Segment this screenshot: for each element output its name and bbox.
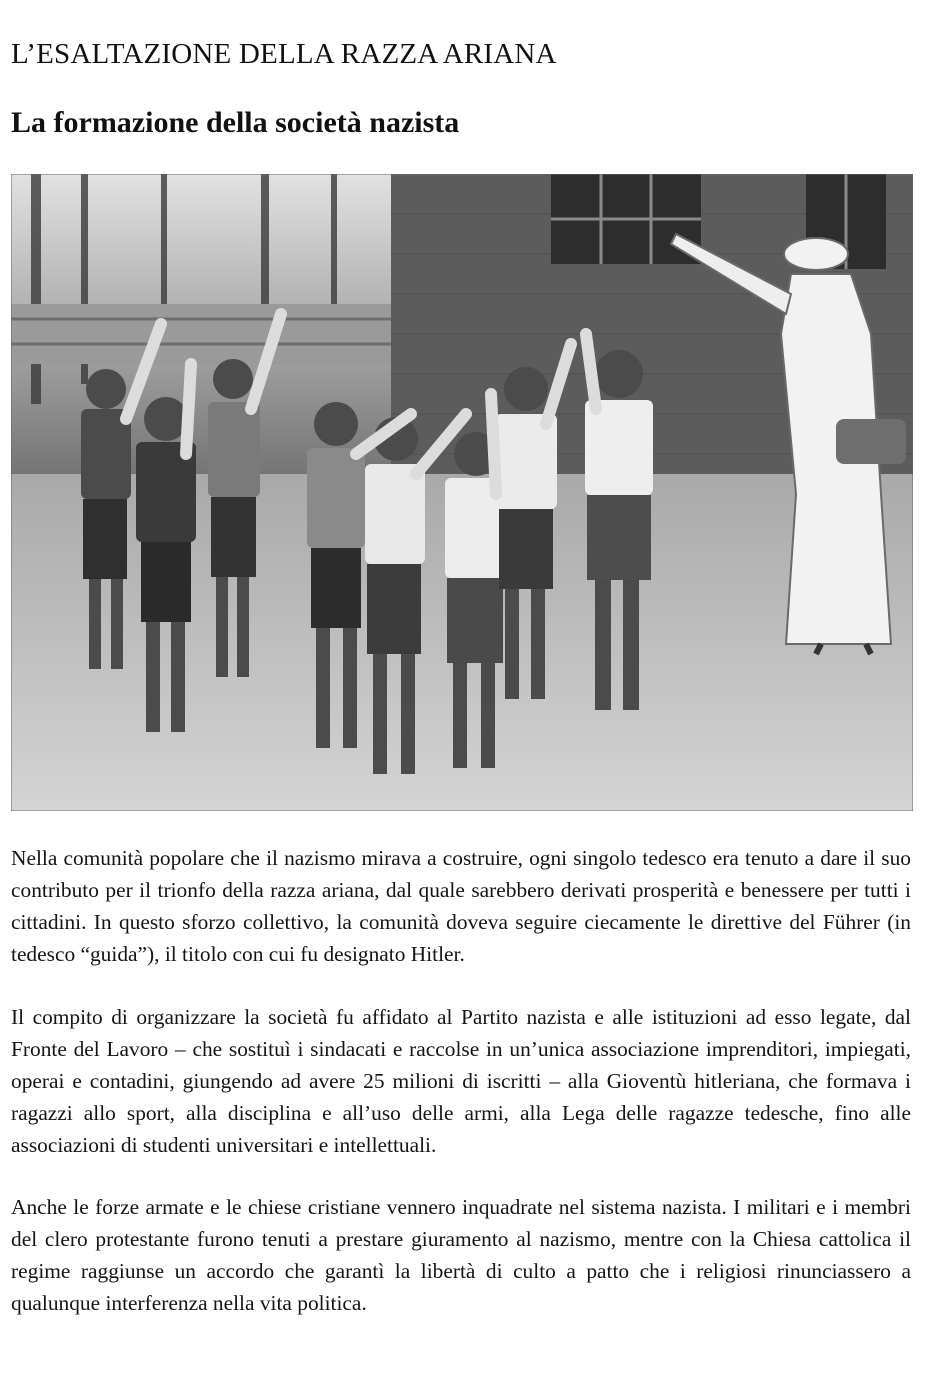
page-subtitle: La formazione della società nazista xyxy=(11,106,460,139)
historical-photograph xyxy=(11,174,913,811)
paragraph-2: Il compito di organizzare la società fu affidato al Partito nazista e alle istituzioni ad esso legate, dal Fronte del Lavoro – che sostituì i sindacati e raccolse in un’unica associazione imprenditori, impiegati, operai e contadini, giungendo ad avere 25 milioni di iscritti – alla Gioventù hitleriana, che formava i ragazzi allo sport, alla disciplina e all’uso delle armi, alla Lega delle ragazze tedesche, fino alle associazioni di studenti universitari e intellettuali. xyxy=(11,1005,911,1157)
paragraph-1: Nella comunità popolare che il nazismo mirava a costruire, ogni singolo tedesco era tenuto a dare il suo contributo per il trionfo della razza ariana, dal quale sarebbero derivati prosperità e benessere per tutti i cittadini. In questo sforzo collettivo, la comunità doveva seguire ciecamente le direttive del Führer (in tedesco “guida”), il titolo con cui fu designato Hitler. xyxy=(11,846,911,966)
page-title: L’ESALTAZIONE DELLA RAZZA ARIANA xyxy=(11,38,557,70)
paragraph-3: Anche le forze armate e le chiese cristiane vennero inquadrate nel sistema nazista. I militari e i membri del clero protestante furono tenuti a prestare giuramento al nazismo, mentre con la Chiesa cattolica il regime raggiunse un accordo che garantì la libertà di culto a patto che i religiosi rinunciassero a qualunque interferenza nella vita politica. xyxy=(11,1195,911,1315)
photograph-illustration xyxy=(11,174,913,811)
